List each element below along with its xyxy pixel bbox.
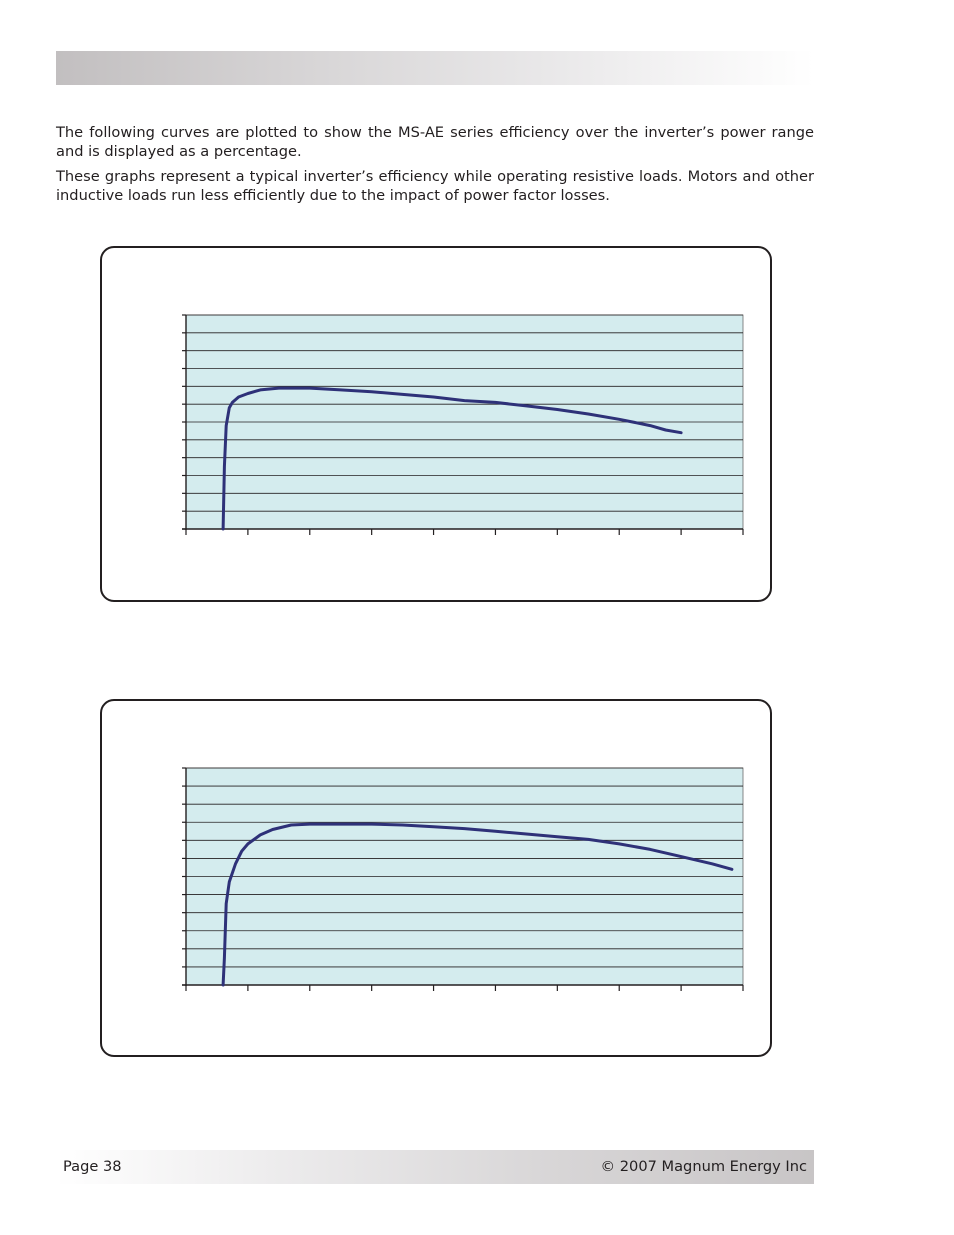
efficiency-chart-2 [100,699,772,1057]
header-bar [56,51,814,85]
note-paragraph: These graphs represent a typical inverter’s efficiency while operating resistive loads. Motors and other inductive loads run less efficiently due to the impact of power factor losses. [56,168,814,204]
efficiency-chart-1 [100,246,772,602]
page-number: Page 38 [63,1158,122,1175]
chart-2-svg [102,701,770,1055]
chart-1-svg [102,248,770,600]
copyright-text: © 2007 Magnum Energy Inc [600,1158,807,1175]
intro-paragraph: The following curves are plotted to show the MS-AE series efficiency over the inverter’s power range and is displayed as a percentage. [56,124,814,160]
